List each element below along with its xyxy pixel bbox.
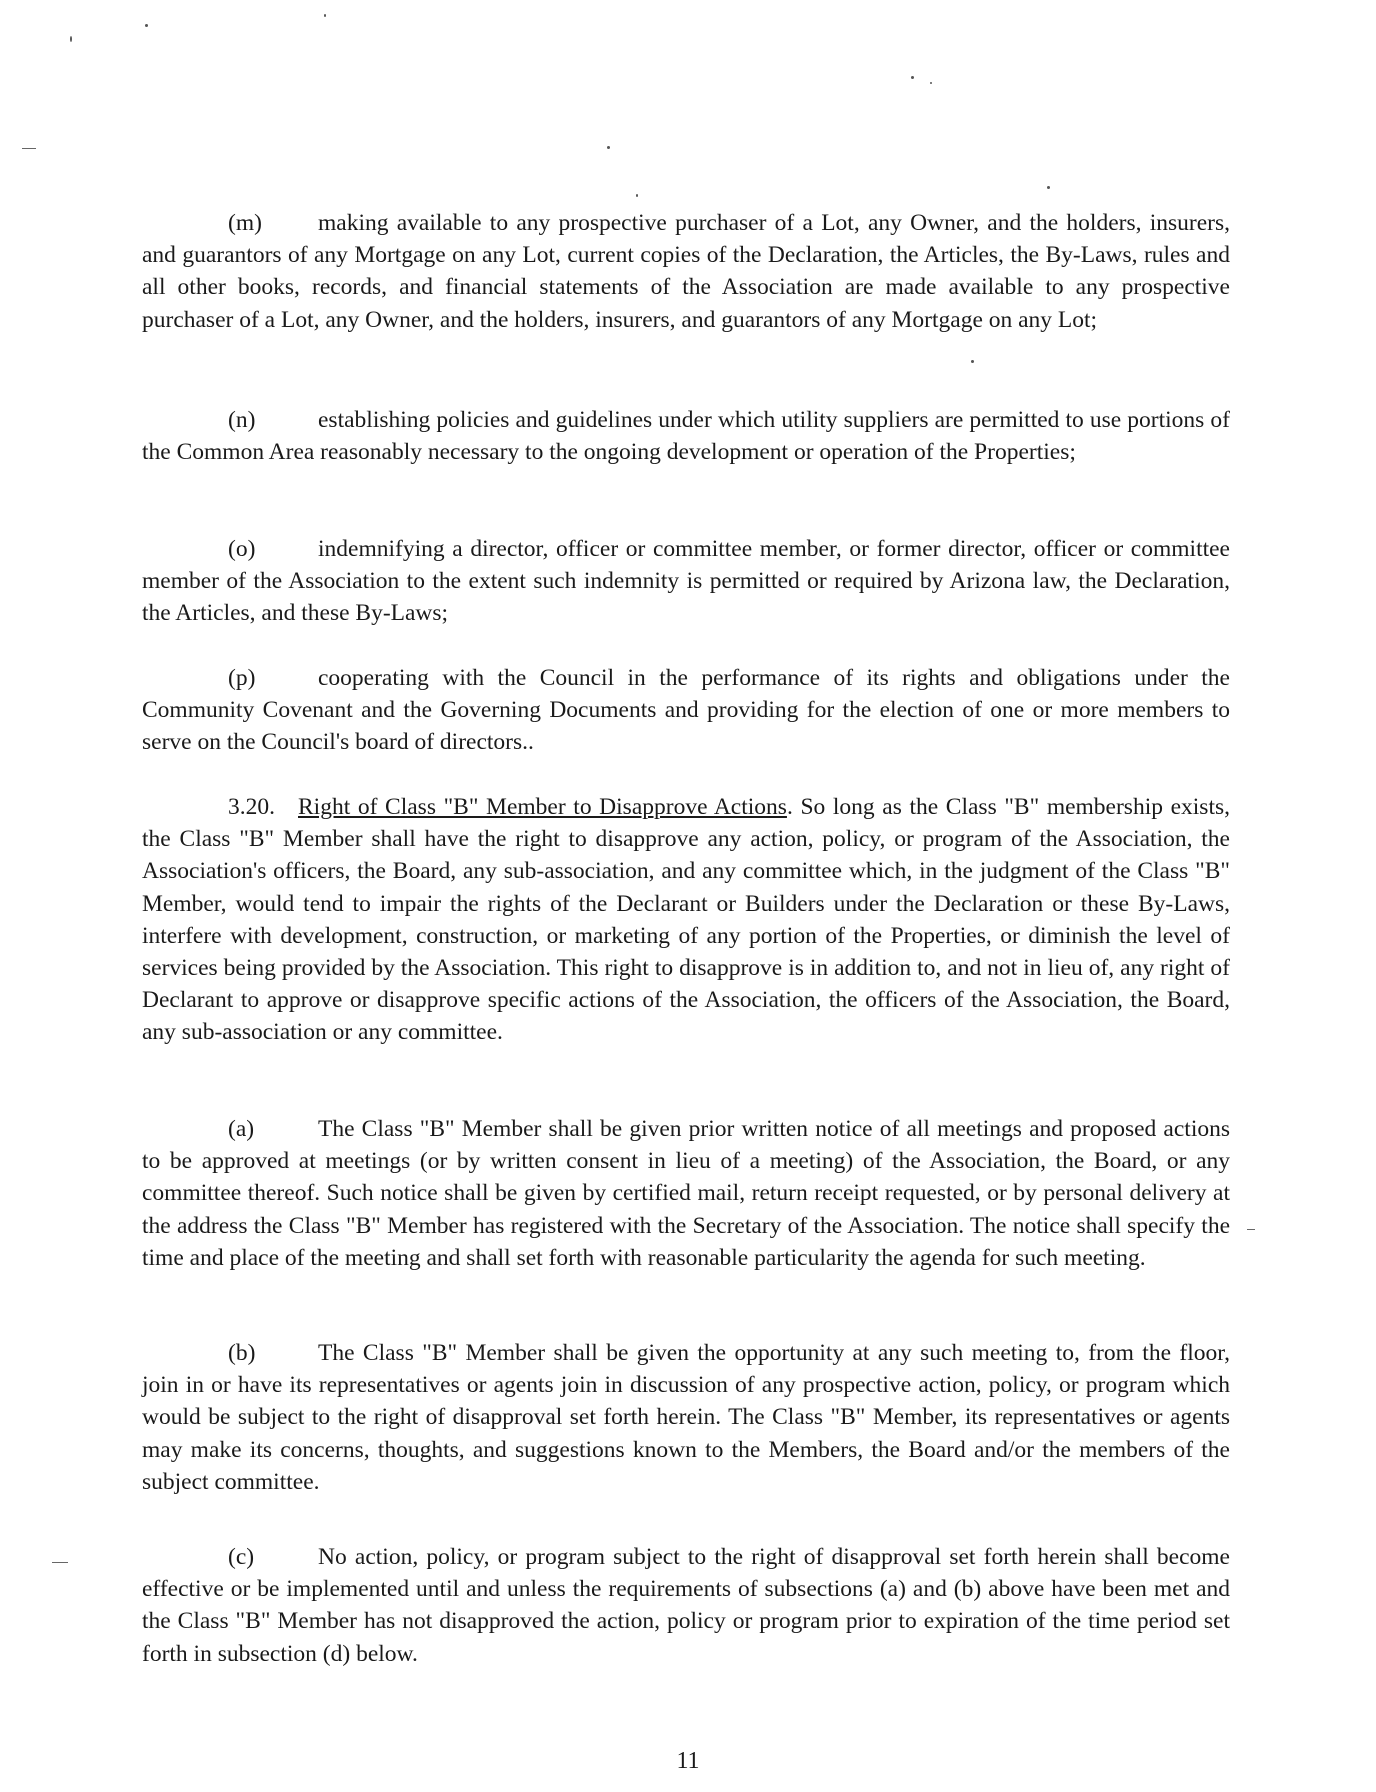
- paragraph-label: (o): [228, 536, 256, 562]
- section-number: 3.20.: [228, 794, 275, 820]
- paragraph-a: [142, 1113, 1230, 1274]
- paragraph-p: [142, 662, 1230, 759]
- section-heading: Right of Class "B" Member to Disapprove Actions: [298, 794, 787, 820]
- scan-mark: [22, 148, 36, 149]
- scan-speck: [1047, 186, 1050, 189]
- paragraph-label: (n): [228, 407, 256, 433]
- scan-speck: [607, 146, 610, 149]
- scan-mark: [52, 1562, 68, 1563]
- paragraph-text: No action, policy, or program subject to the right of disapproval set forth herein shall become effective or be implemented until and unless the requirements of subsections (a) and (b) above have been met and the Class "B" Member has not disapproved the action, policy or program prior to expiration of the time period set forth in subsection (d) below.: [142, 1544, 1230, 1667]
- paragraph-text: indemnifying a director, officer or committee member, or former director, officer or committee member of the Association to the extent such indemnity is permitted or required by Arizona law, the Declaration, the Articles, and these By-Laws;: [142, 536, 1230, 627]
- scan-speck: [636, 194, 638, 197]
- paragraph-o: [142, 533, 1230, 630]
- paragraph-text: establishing policies and guidelines under which utility suppliers are permitted to use portions of the Common Area reasonably necessary to the ongoing development or operation of the Properties;: [142, 407, 1230, 466]
- paragraph-text: . So long as the Class "B" membership exists, the Class "B" Member shall have the right to disapprove any action, policy, or program of the Association, the Association's officers, the Board, any sub-association, and any committee which, in the judgment of the Class "B" Member, would tend to impair the rights of the Declarant or Builders under the Declaration or these By-Laws, interfere with development, construction, or marketing of any portion of the Properties, or diminish the level of services being provided by the Association. This right to disapprove is in addition to, and not in lieu of, any right of Declarant to approve or disapprove specific actions of the Association, the officers of the Association, the Board, any sub-association or any committee.: [142, 794, 1231, 1046]
- page-number: 11: [676, 1748, 700, 1774]
- section-3-20: [142, 791, 1230, 1049]
- scan-mark: [1247, 1229, 1255, 1230]
- paragraph-text: making available to any prospective purchaser of a Lot, any Owner, and the holders, insurers, and guarantors of any Mortgage on any Lot, current copies of the Declaration, the Articles, the By-Laws, rules and all other books, records, and financial statements of the Association are made available to any prospective purchaser of a Lot, any Owner, and the holders, insurers, and guarantors of any Mortgage on any Lot;: [142, 210, 1230, 333]
- paragraph-text: cooperating with the Council in the performance of its rights and obligations under the Community Covenant and the Governing Documents and providing for the election of one or more members to serve on the Council's board of directors..: [142, 665, 1230, 756]
- paragraph-label: (b): [228, 1340, 256, 1366]
- scan-speck: [70, 36, 72, 42]
- paragraph-n: [142, 404, 1230, 468]
- paragraph-m: [142, 207, 1230, 336]
- paragraph-text: The Class "B" Member shall be given the opportunity at any such meeting to, from the floor, join in or have its representatives or agents join in discussion of any prospective action, policy, or program which would be subject to the right of disapproval set forth herein. The Class "B" Member, its representatives or agents may make its concerns, thoughts, and suggestions known to the Members, the Board and/or the members of the subject committee.: [142, 1340, 1230, 1495]
- paragraph-text: The Class "B" Member shall be given prior written notice of all meetings and proposed actions to be approved at meetings (or by written consent in lieu of a meeting) of the Association, the Board, or any committee thereof. Such notice shall be given by certified mail, return receipt requested, or by personal delivery at the address the Class "B" Member has registered with the Secretary of the Association. The notice shall specify the time and place of the meeting and shall set forth with reasonable particularity the agenda for such meeting.: [142, 1116, 1230, 1271]
- scan-speck: [930, 82, 932, 84]
- scan-speck: [145, 24, 148, 27]
- paragraph-label: (p): [228, 665, 256, 691]
- paragraph-b: [142, 1337, 1230, 1498]
- paragraph-label: (a): [228, 1116, 255, 1142]
- scan-speck: [971, 360, 974, 363]
- scan-speck: [911, 76, 914, 79]
- paragraph-c: [142, 1541, 1230, 1670]
- scan-speck: [324, 14, 326, 17]
- paragraph-label: (c): [228, 1544, 255, 1570]
- paragraph-label: (m): [228, 210, 262, 236]
